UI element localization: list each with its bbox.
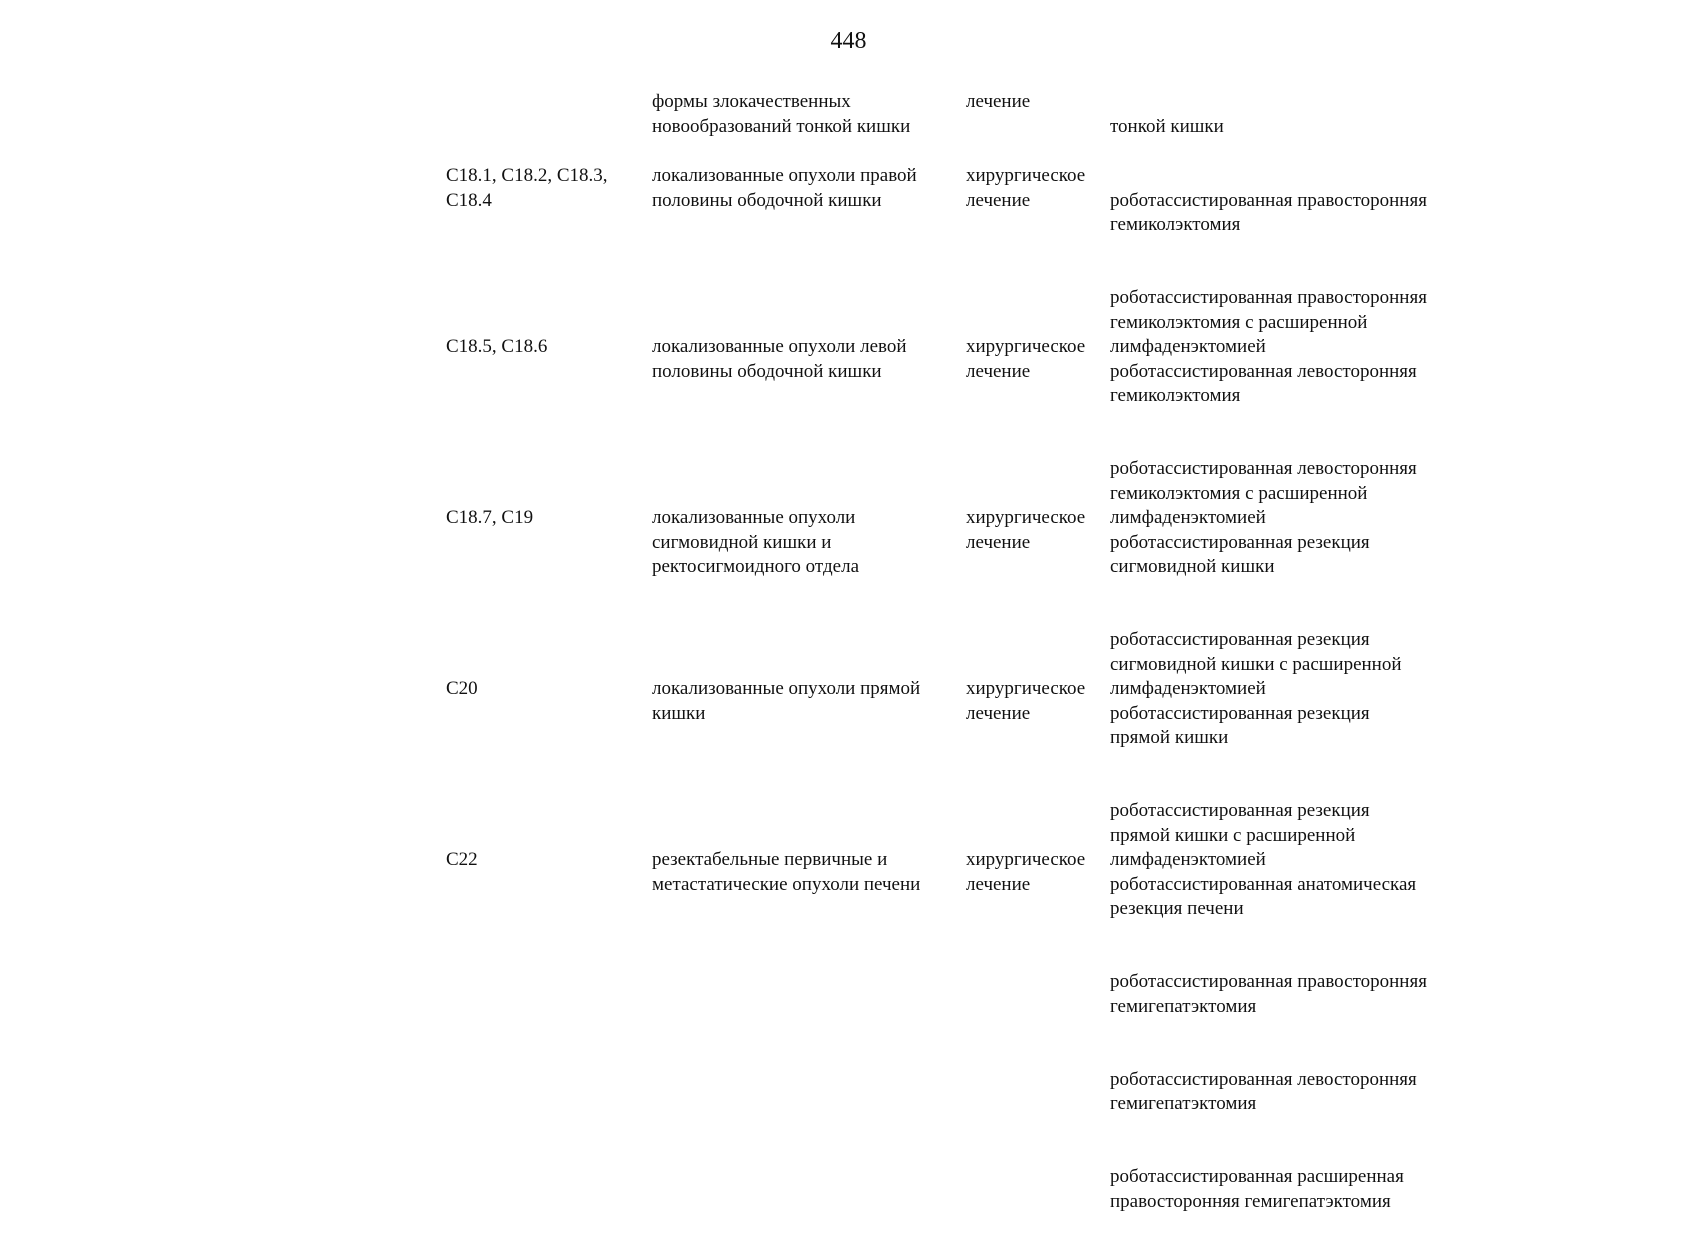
treatment-type: хирургическое лечение xyxy=(966,678,1086,724)
method-item: роботассистированная правосторонняя гемиколэктомия xyxy=(1110,189,1427,235)
treatment-type: хирургическое лечение xyxy=(966,165,1086,211)
method-item: роботассистированная анатомическая резекция печени xyxy=(1110,873,1417,919)
method-item: роботассистированная правосторонняя гемигепатэктомия xyxy=(1110,971,1427,1017)
method-item: роботассистированная резекция сигмовидной кишки с расширенной лимфаденэктомией xyxy=(1110,629,1402,699)
table-row xyxy=(0,848,1697,1212)
method-item: роботассистированная правосторонняя гемиколэктомия с расширенной лимфаденэктомией xyxy=(1110,287,1427,357)
method-item: роботассистированная резекция прямой кишки с расширенной лимфаденэктомией xyxy=(1110,800,1370,870)
treatment-type: хирургическое лечение xyxy=(966,849,1086,895)
method-item: тонкой кишки xyxy=(1110,115,1224,137)
diagnosis: локализованные опухоли левой половины ободочной кишки xyxy=(652,336,907,382)
icd-code: C20 xyxy=(446,678,478,699)
treatment-type: хирургическое лечение xyxy=(966,336,1086,382)
table-row xyxy=(0,90,1697,164)
method-list xyxy=(1110,848,1550,1239)
method-item: роботассистированная левосторонняя гемиколэктомия xyxy=(1110,360,1417,406)
page-number: 448 xyxy=(830,28,867,54)
method-list xyxy=(1110,90,1550,164)
icd-code: C22 xyxy=(446,849,478,870)
method-item: роботассистированная резекция сигмовидной кишки xyxy=(1110,531,1370,577)
icd-code: C18.1, C18.2, C18.3, C18.4 xyxy=(446,165,608,211)
diagnosis: резектабельные первичные и метастатические опухоли печени xyxy=(652,849,921,895)
method-item: роботассистированная левосторонняя гемигепатэктомия xyxy=(1110,1068,1417,1114)
diagnosis: локализованные опухоли прямой кишки xyxy=(652,678,921,724)
diagnosis: локализованные опухоли сигмовидной кишки и ректосигмоидного отдела xyxy=(652,507,859,577)
diagnosis: локализованные опухоли правой половины ободочной кишки xyxy=(652,165,917,211)
diagnosis: формы злокачественных новообразований тонкой кишки xyxy=(652,91,911,137)
icd-code: C18.5, C18.6 xyxy=(446,336,548,357)
method-item: роботассистированная левосторонняя гемиколэктомия с расширенной лимфаденэктомией xyxy=(1110,458,1417,528)
icd-code: C18.7, C19 xyxy=(446,507,534,528)
method-item: роботассистированная резекция прямой кишки xyxy=(1110,702,1370,748)
treatment-type: хирургическое лечение xyxy=(966,507,1086,553)
treatment-table xyxy=(0,90,1697,1212)
treatment-type: лечение xyxy=(966,91,1031,112)
method-item: роботассистированная расширенная правосторонняя гемигепатэктомия xyxy=(1110,1166,1404,1212)
